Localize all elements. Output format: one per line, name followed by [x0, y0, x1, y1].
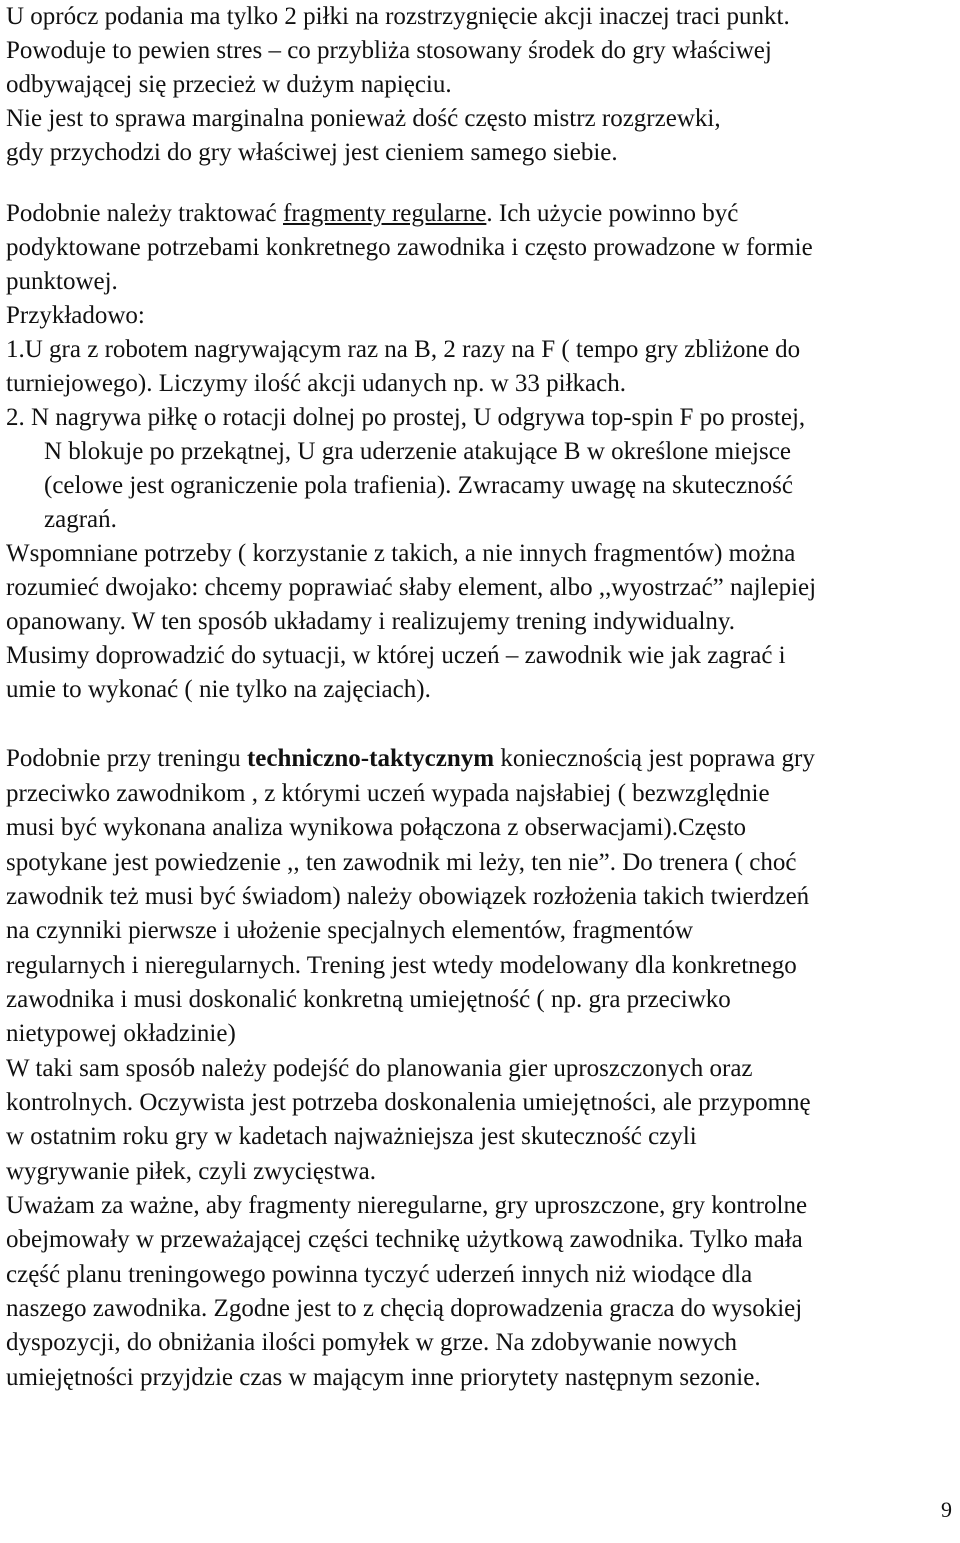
- text-line: obejmowały w przeważającej części technikę użytkową zawodnika. Tylko mała: [6, 1226, 803, 1253]
- text-line: na czynniki pierwsze i ułożenie specjalnych elementów, fragmentów: [6, 917, 693, 944]
- text-line: dyspozycji, do obniżania ilości pomyłek w grze. Na zdobywanie nowych: [6, 1329, 738, 1356]
- text-line: wygrywanie piłek, czyli zwycięstwa.: [6, 1158, 377, 1185]
- text-line: w ostatnim roku gry w kadetach najważniejsza jest skuteczność czyli: [6, 1123, 697, 1150]
- text-line: odbywającej się przecież w dużym napięciu.: [6, 71, 452, 98]
- text-line: musi być wykonana analiza wynikowa połączona z obserwacjami).Często: [6, 814, 747, 841]
- text-line: podyktowane potrzebami konkretnego zawodnika i często prowadzone w formie: [6, 234, 813, 261]
- text-run: . Ich użycie powinno być: [486, 200, 739, 227]
- text-line: Uważam za ważne, aby fragmenty nieregularne, gry uproszczone, gry kontrolne: [6, 1192, 808, 1219]
- text-line: Powoduje to pewien stres – co przybliża stosowany środek do gry właściwej: [6, 37, 772, 64]
- list-item-1: 1.U gra z robotem nagrywającym raz na B, 2 razy na F ( tempo gry zbliżone do: [6, 336, 801, 363]
- text-line: gdy przychodzi do gry właściwej jest cieniem samego siebie.: [6, 139, 618, 166]
- text-line: (celowe jest ograniczenie pola trafienia). Zwracamy uwagę na skuteczność: [44, 472, 793, 499]
- text-line: punktowej.: [6, 268, 118, 295]
- text-line: Przykładowo:: [6, 302, 145, 329]
- text-line: [6, 742, 815, 776]
- text-line: regularnych i nieregularnych. Trening jest wtedy modelowany dla konkretnego: [6, 952, 797, 979]
- bold-term: techniczno-taktycznym: [246, 745, 495, 772]
- text-run: Podobnie należy traktować: [6, 200, 283, 227]
- text-line: zagrań.: [44, 506, 117, 533]
- text-run: koniecznością jest poprawa gry: [494, 745, 815, 772]
- text-line: U oprócz podania ma tylko 2 piłki na rozstrzygnięcie akcji inaczej traci punkt.: [6, 3, 790, 30]
- text-line: W taki sam sposób należy podejść do planowania gier uproszczonych oraz: [6, 1055, 753, 1082]
- text-line: Nie jest to sprawa marginalna ponieważ dość często mistrz rozgrzewki,: [6, 105, 721, 132]
- text-line: spotykane jest powiedzenie ,, ten zawodnik mi leży, ten nie”. Do trenera ( choć: [6, 849, 797, 876]
- text-line: umiejętności przyjdzie czas w mającym inne priorytety następnym sezonie.: [6, 1364, 761, 1391]
- text-line: Wspomniane potrzeby ( korzystanie z takich, a nie innych fragmentów) można: [6, 540, 796, 567]
- text-line: zawodnika i musi doskonalić konkretną umiejętność ( np. gra przeciwko: [6, 986, 731, 1013]
- text-line: zawodnik też musi być świadom) należy obowiązek rozłożenia takich twierdzeń: [6, 883, 810, 910]
- text-line: naszego zawodnika. Zgodne jest to z chęcią doprowadzenia gracza do wysokiej: [6, 1295, 803, 1322]
- text-line: [6, 197, 738, 231]
- text-line: nietypowej okładzinie): [6, 1020, 236, 1047]
- underlined-term: fragmenty regularne: [283, 200, 487, 227]
- page-number: 9: [941, 1497, 952, 1522]
- text-run: Podobnie przy treningu: [6, 745, 247, 772]
- text-line: część planu treningowego powinna tyczyć uderzeń innych niż wiodące dla: [6, 1261, 753, 1288]
- text-line: rozumieć dwojako: chcemy poprawiać słaby element, albo ,,wyostrzać” najlepiej: [6, 574, 817, 601]
- text-line: opanowany. W ten sposób układamy i realizujemy trening indywidualny.: [6, 608, 736, 635]
- text-line: kontrolnych. Oczywista jest potrzeba doskonalenia umiejętności, ale przypomnę: [6, 1089, 811, 1116]
- text-line: turniejowego). Liczymy ilość akcji udanych np. w 33 piłkach.: [6, 370, 626, 397]
- text-line: N blokuje po przekątnej, U gra uderzenie atakujące B w określone miejsce: [44, 438, 791, 465]
- text-line: przeciwko zawodnikom , z którymi uczeń wypada najsłabiej ( bezwzględnie: [6, 780, 770, 807]
- text-line: umie to wykonać ( nie tylko na zajęciach).: [6, 676, 431, 703]
- text-line: Musimy doprowadzić do sytuacji, w której uczeń – zawodnik wie jak zagrać i: [6, 642, 786, 669]
- list-item-2: 2. N nagrywa piłkę o rotacji dolnej po prostej, U odgrywa top-spin F po prostej,: [6, 404, 806, 431]
